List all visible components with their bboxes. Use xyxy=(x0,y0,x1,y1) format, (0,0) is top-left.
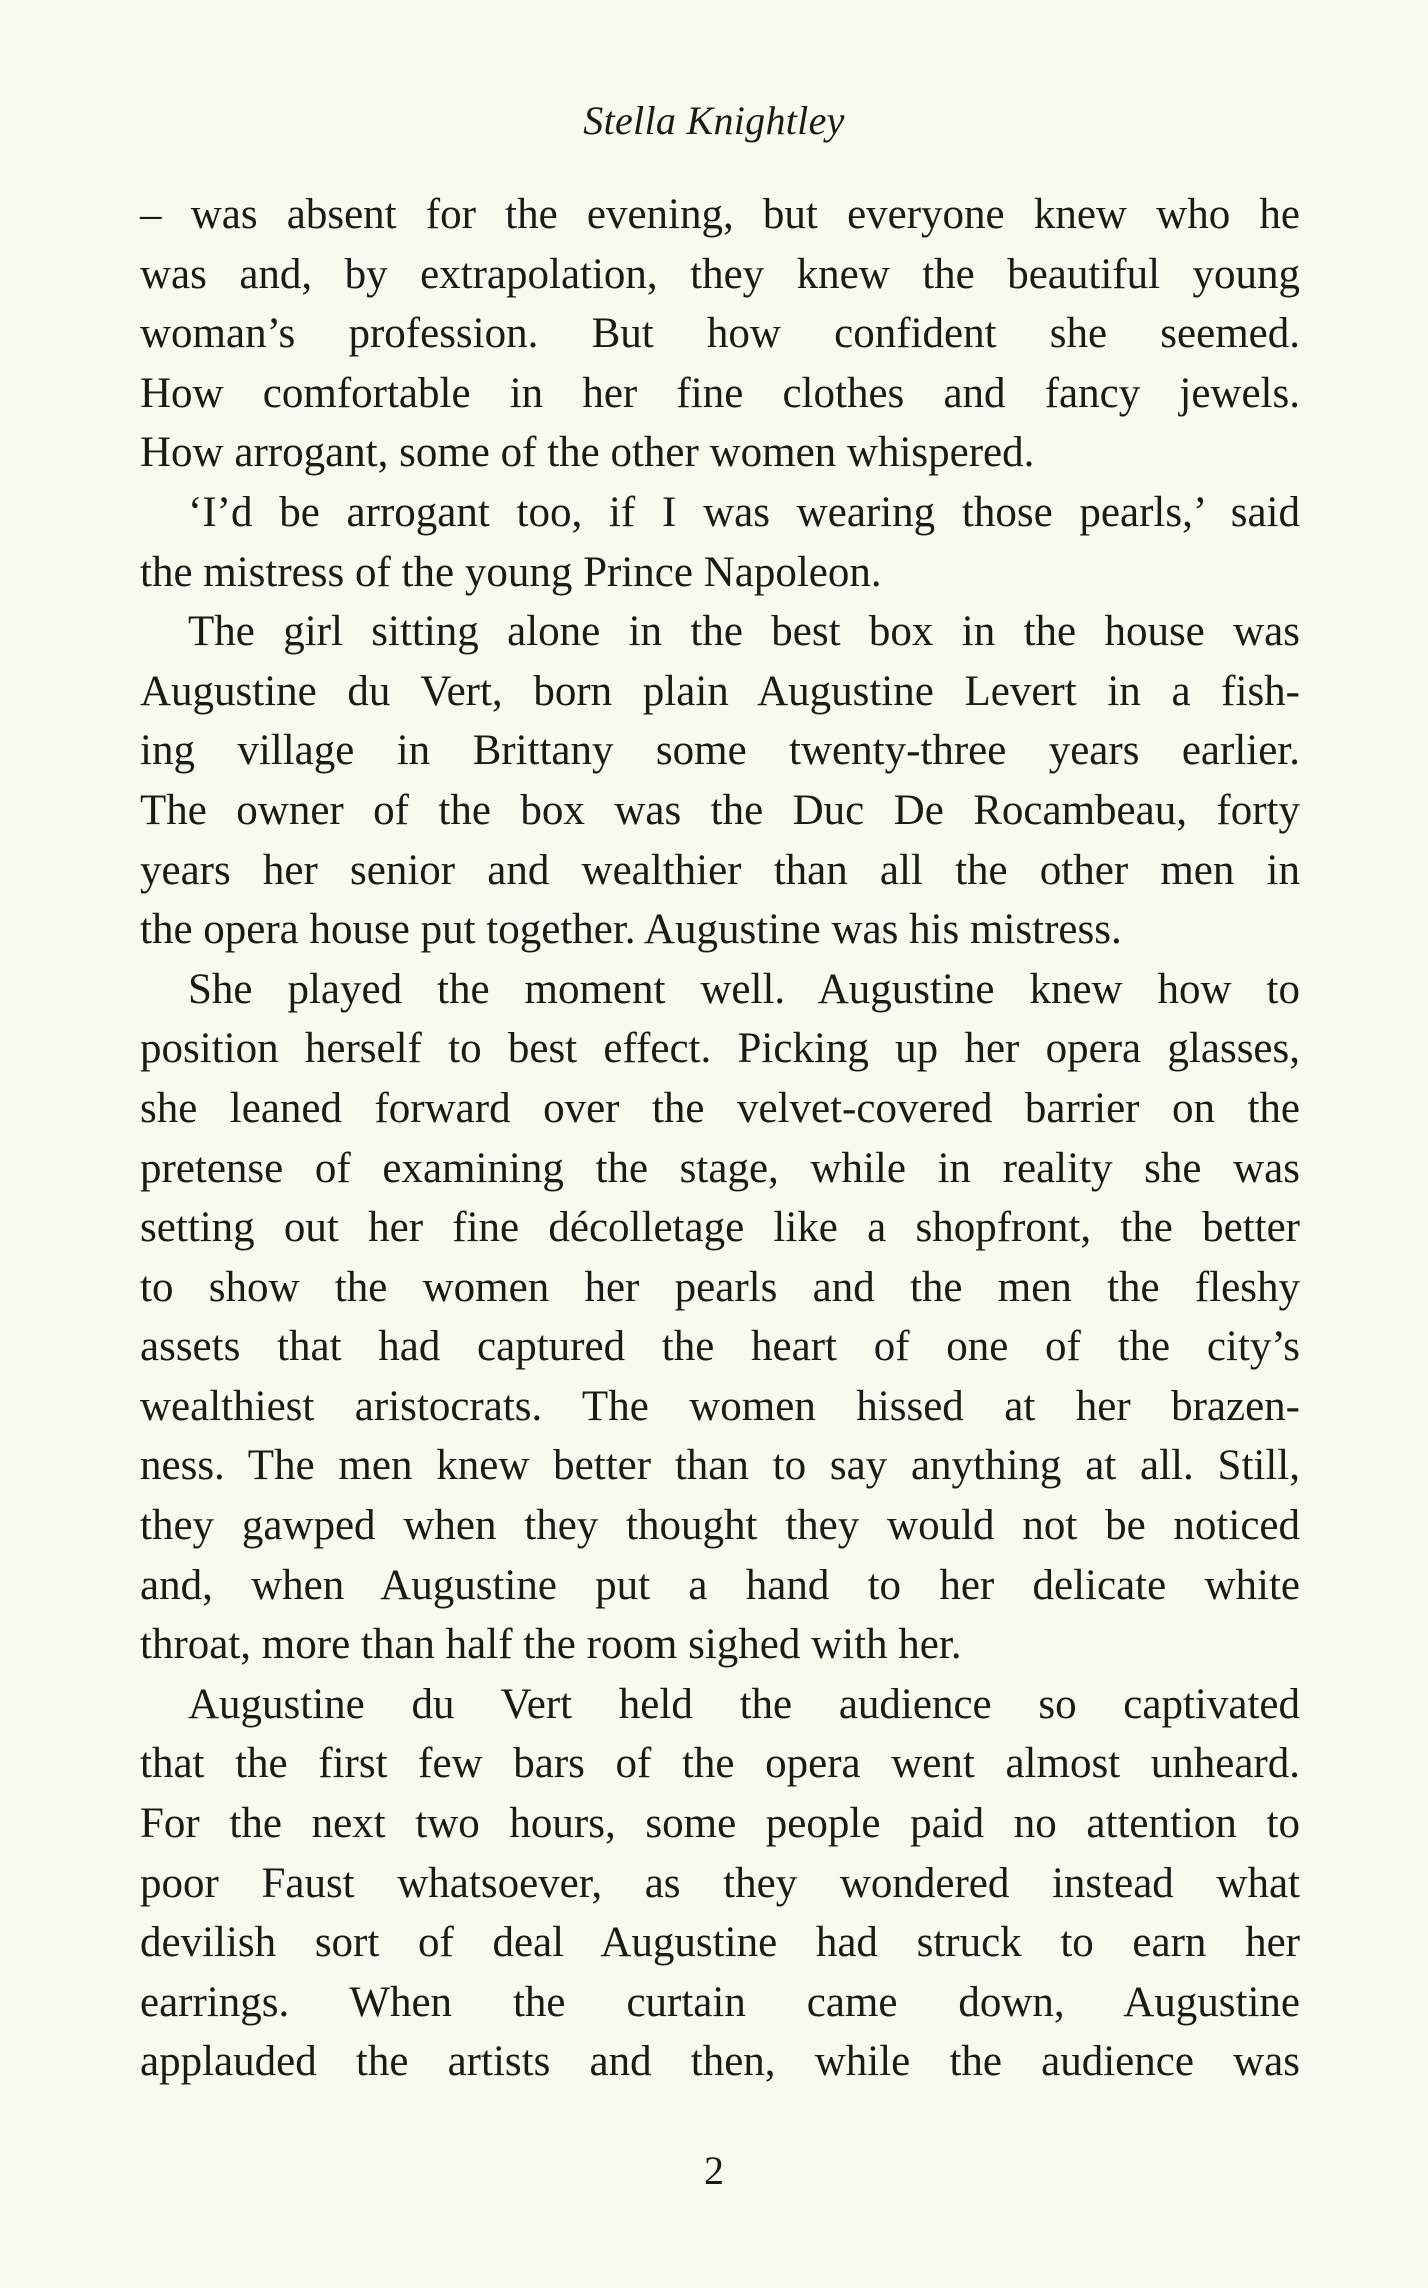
text-line: ing village in Brittany some twenty-three years earlier. xyxy=(140,727,1300,775)
text-line: the opera house put together. Augustine was his mistress. xyxy=(140,906,1122,954)
text-line: she leaned forward over the velvet-covered barrier on the xyxy=(140,1084,1300,1132)
text-line: applauded the artists and then, while the audience was xyxy=(140,2038,1300,2086)
text-line: assets that had captured the heart of one of the city’s xyxy=(140,1323,1300,1371)
text-line: that the first few bars of the opera went almost unheard. xyxy=(140,1740,1300,1788)
text-line: ‘I’d be arrogant too, if I was wearing those pearls,’ said xyxy=(188,488,1300,536)
paragraph xyxy=(140,602,1300,960)
text-line: poor Faust whatsoever, as they wondered instead what xyxy=(140,1859,1300,1907)
paragraph xyxy=(140,185,1300,483)
text-line: The girl sitting alone in the best box in the house was xyxy=(188,608,1300,656)
text-line: – was absent for the evening, but everyone knew who he xyxy=(140,191,1300,238)
text-line: For the next two hours, some people paid no attention to xyxy=(140,1800,1300,1848)
text-line: pretense of examining the stage, while in reality she was xyxy=(140,1144,1300,1192)
paragraph xyxy=(140,483,1300,602)
text-line: years her senior and wealthier than all the other men in xyxy=(140,846,1300,894)
text-line: and, when Augustine put a hand to her delicate white xyxy=(140,1561,1300,1609)
text-line: Augustine du Vert held the audience so captivated xyxy=(188,1680,1300,1728)
text-line: woman’s profession. But how confident she seemed. xyxy=(140,310,1300,358)
text-line: position herself to best effect. Picking up her opera glasses, xyxy=(140,1025,1300,1073)
text-line: How arrogant, some of the other women whispered. xyxy=(140,429,1035,477)
running-head: Stella Knightley xyxy=(583,98,845,143)
text-line: She played the moment well. Augustine knew how to xyxy=(188,965,1300,1013)
text-line: they gawped when they thought they would not be noticed xyxy=(140,1502,1300,1550)
text-line: earrings. When the curtain came down, Augustine xyxy=(140,1978,1300,2026)
paragraph xyxy=(140,960,1300,1675)
text-line: The owner of the box was the Duc De Rocambeau, forty xyxy=(140,786,1300,834)
text-line: throat, more than half the room sighed with her. xyxy=(140,1621,962,1669)
text-line: devilish sort of deal Augustine had struck to earn her xyxy=(140,1919,1300,1967)
text-line: How comfortable in her fine clothes and fancy jewels. xyxy=(140,369,1300,417)
text-line: Augustine du Vert, born plain Augustine Levert in a fish- xyxy=(140,667,1300,715)
body-text xyxy=(140,185,1300,2092)
text-line: was and, by extrapolation, they knew the beautiful young xyxy=(140,250,1300,298)
text-line: wealthiest aristocrats. The women hissed at her brazen- xyxy=(140,1382,1300,1430)
text-line: setting out her fine décolletage like a shopfront, the better xyxy=(140,1204,1300,1252)
page-number: 2 xyxy=(704,2148,724,2193)
text-line: the mistress of the young Prince Napoleon. xyxy=(140,548,882,596)
text-line: to show the women her pearls and the men the fleshy xyxy=(140,1263,1300,1311)
paragraph xyxy=(140,1675,1300,2092)
text-line: ness. The men knew better than to say anything at all. Still, xyxy=(140,1442,1300,1490)
